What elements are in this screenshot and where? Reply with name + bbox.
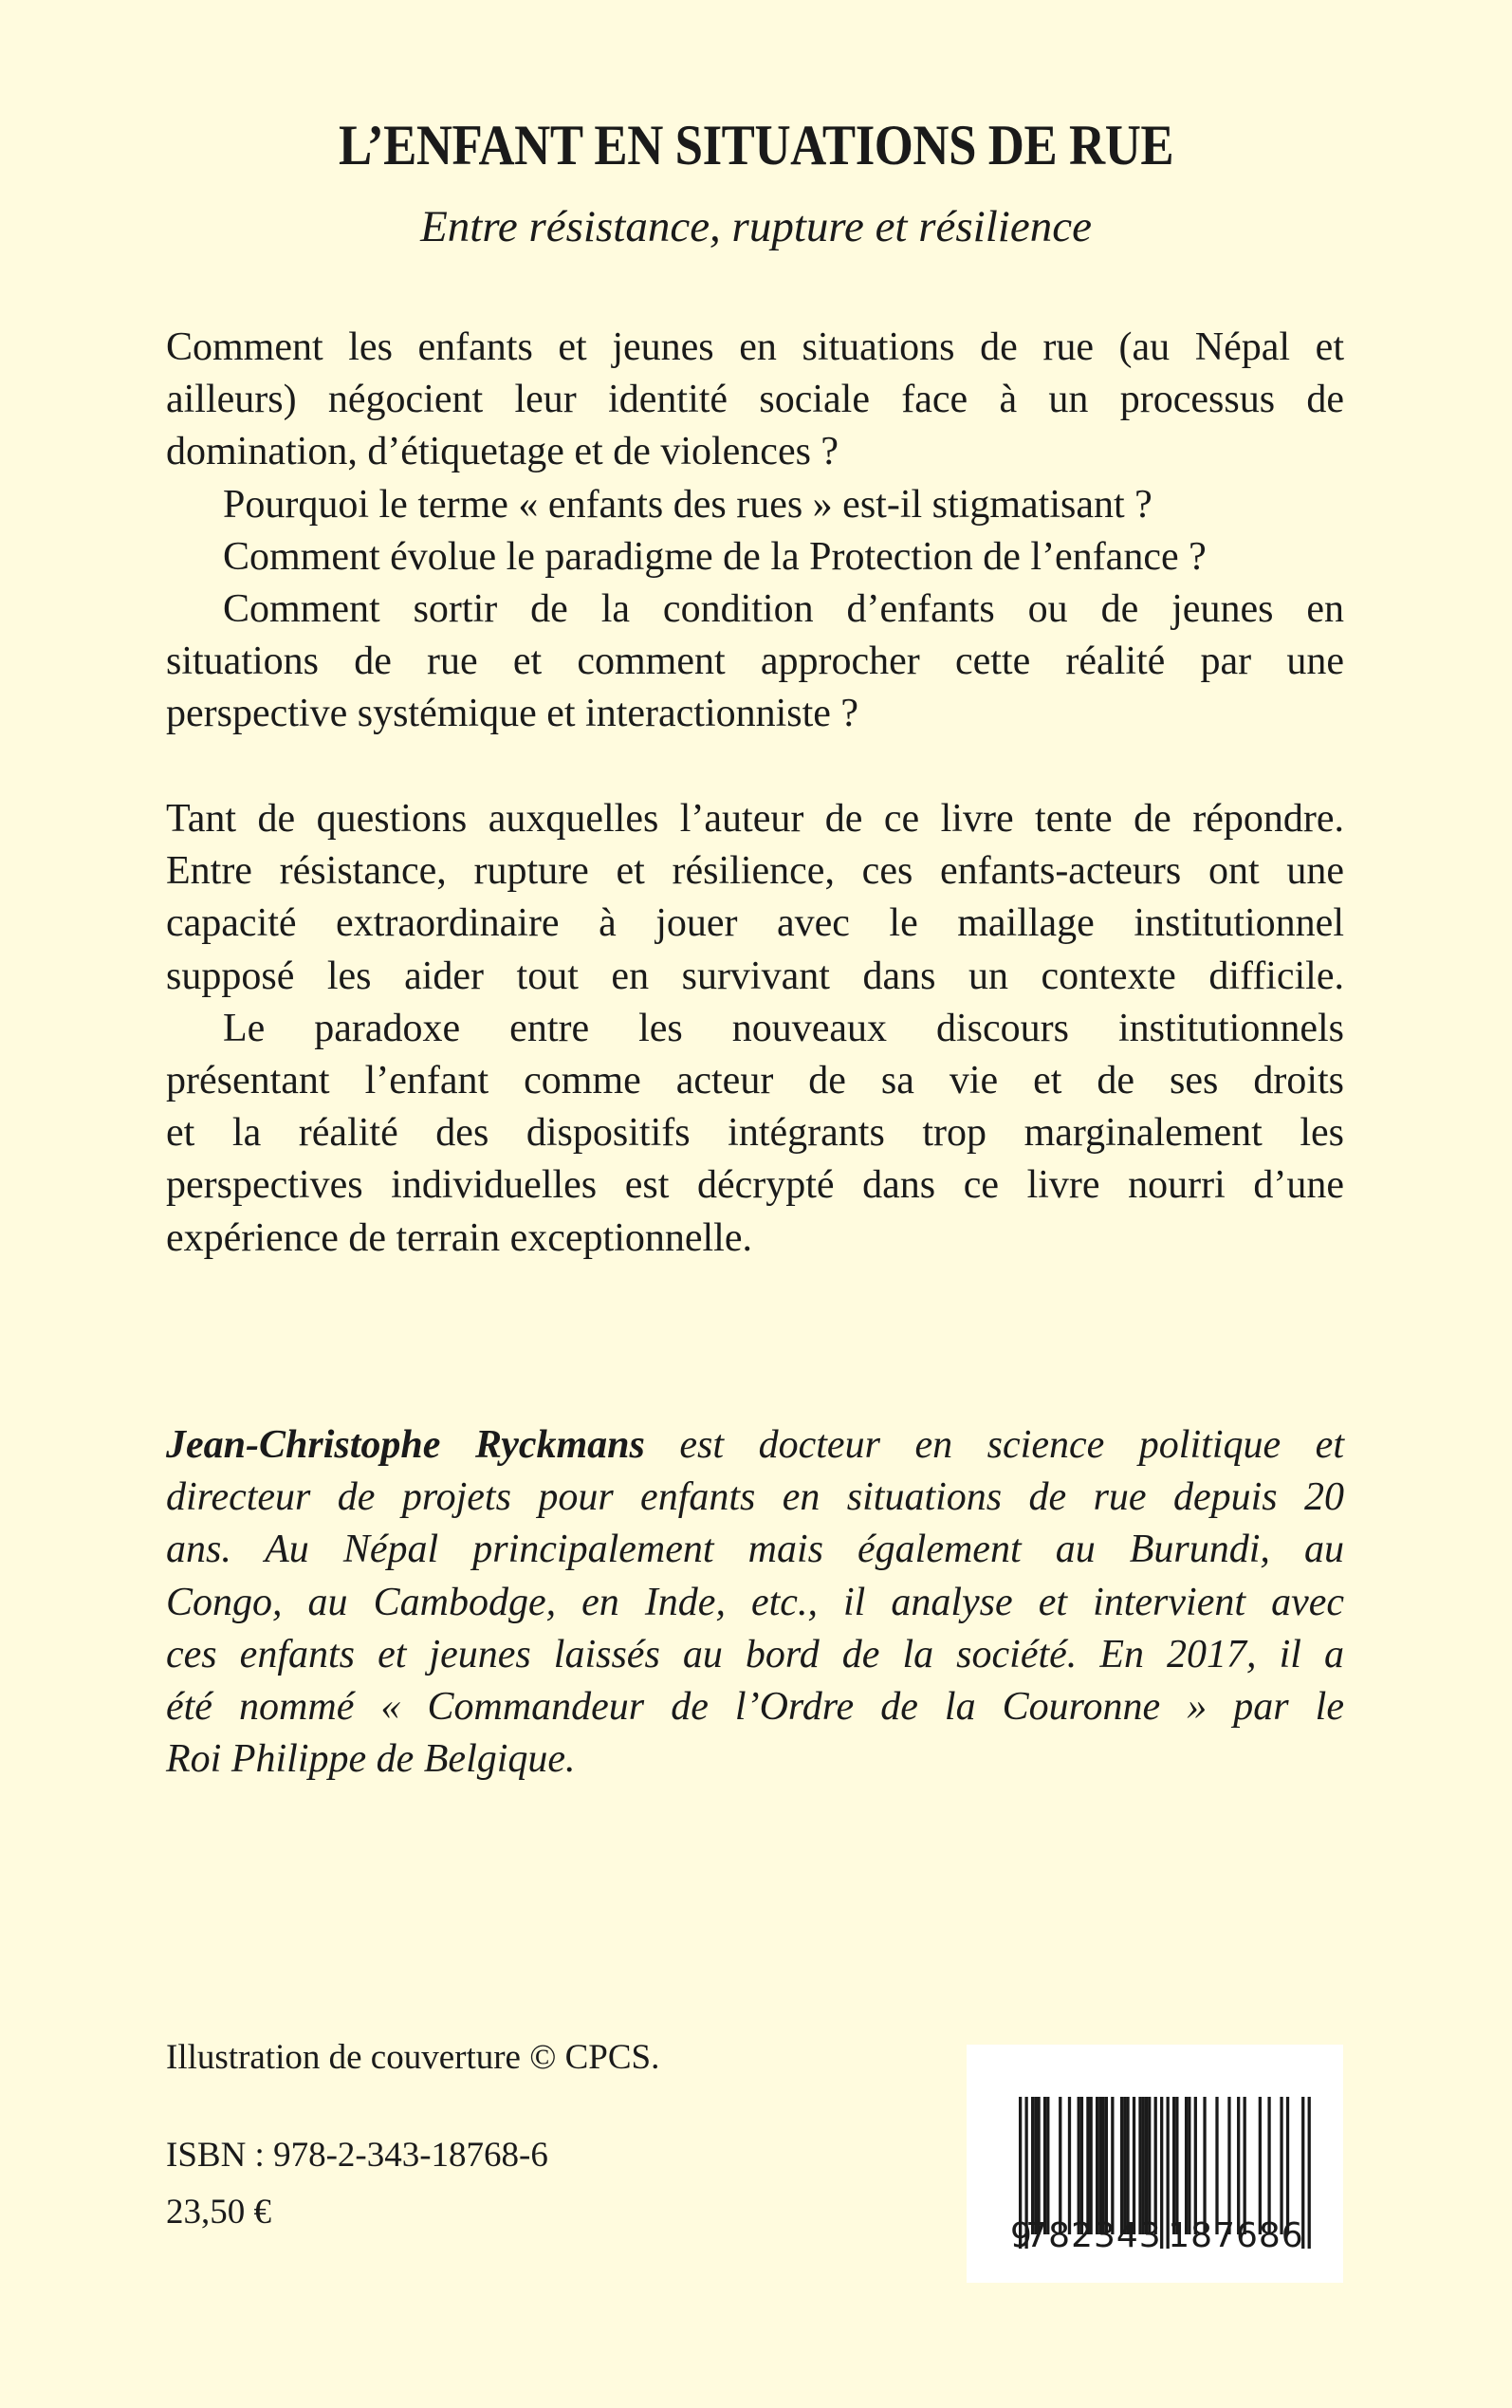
barcode-digits-right: 187686 <box>1168 2216 1304 2255</box>
text-line: Comment sortir de la condition d’enfants ou de jeunes en <box>223 586 1344 631</box>
barcode-bar <box>1043 2097 1046 2234</box>
text-line: directeur de projets pour enfants en situations de rue depuis 20 <box>166 1475 1344 1520</box>
barcode-bar <box>1101 2097 1104 2234</box>
barcode-bar <box>1215 2097 1218 2234</box>
barcode-bar <box>1096 2097 1098 2234</box>
barcode-bar <box>1244 2097 1246 2234</box>
barcode-bar <box>1133 2097 1135 2234</box>
barcode-bar <box>1068 2097 1071 2234</box>
text-line: capacité extraordinaire à jouer avec le maillage institutionnel <box>166 901 1344 946</box>
barcode-bar <box>1227 2097 1230 2234</box>
barcode-bar <box>1120 2097 1123 2234</box>
barcode-bar <box>1111 2097 1114 2234</box>
text-line: ces enfants et jeunes laissés au bord de la société. En 2017, il a <box>166 1632 1344 1676</box>
barcode-bar <box>1123 2097 1126 2234</box>
barcode-bar <box>1037 2097 1040 2234</box>
text-line: été nommé « Commandeur de l’Ordre de la Couronne » par le <box>166 1684 1344 1729</box>
author-name: Jean-Christophe Ryckmans <box>166 1423 645 1467</box>
barcode <box>967 2045 1343 2283</box>
book-title-text: L’ENFANT EN SITUATIONS DE RUE <box>338 114 1174 176</box>
barcode-bar <box>1098 2097 1101 2234</box>
author-bio <box>166 1419 1344 1786</box>
barcode-bar <box>1203 2097 1206 2234</box>
barcode-bar <box>1308 2097 1311 2249</box>
text-line: présentant l’enfant comme acteur de sa vie et de ses droits <box>166 1058 1344 1102</box>
barcode-bar <box>1267 2097 1270 2234</box>
barcode-bar <box>1138 2097 1141 2234</box>
barcode-bar <box>1280 2097 1282 2234</box>
barcode-bar <box>1188 2097 1190 2234</box>
book-title <box>0 112 1512 178</box>
barcode-bar <box>1078 2097 1080 2234</box>
book-subtitle: Entre résistance, rupture et résilience <box>420 202 1092 251</box>
paragraph-questions <box>166 322 1344 741</box>
barcode-bar <box>1126 2097 1129 2234</box>
text-line: Comment évolue le paradigme de la Protection de l’enfance ? <box>223 534 1207 579</box>
text-line: perspectives individuelles est décrypté dans ce livre nourri d’une <box>166 1163 1344 1208</box>
barcode-bar <box>1185 2097 1188 2234</box>
text-line: et la réalité des dispositifs intégrants trop marginalement les <box>166 1111 1344 1156</box>
barcode-bar <box>1031 2097 1034 2234</box>
barcode-bar <box>1237 2097 1240 2234</box>
paragraph-summary <box>166 793 1344 1265</box>
barcode-bar <box>1090 2097 1093 2234</box>
text-line: situations de rue et comment approcher cette réalité par une <box>166 639 1344 684</box>
barcode-bar <box>1142 2097 1145 2234</box>
text-line: Pourquoi le terme « enfants des rues » est-il stigmatisant ? <box>223 482 1152 527</box>
text-line: ailleurs) négocient leur identité sociale face à un processus de <box>166 378 1344 422</box>
barcode-bar <box>1086 2097 1089 2234</box>
cover-credit: Illustration de couverture © CPCS. <box>166 2038 660 2077</box>
barcode-bar <box>1175 2097 1178 2234</box>
price: 23,50 € <box>166 2193 271 2232</box>
barcode-bar <box>1080 2097 1083 2234</box>
barcode-bar <box>1105 2097 1108 2234</box>
barcode-bar <box>1194 2097 1197 2234</box>
barcode-bar <box>1286 2097 1289 2234</box>
text-line: Congo, au Cambodge, en Inde, etc., il analyse et intervient avec <box>166 1580 1344 1624</box>
barcode-bar <box>1172 2097 1175 2234</box>
text-line: Comment les enfants et jeunes en situations de rue (au Népal et <box>166 325 1344 369</box>
text-line: Entre résistance, rupture et résilience, ces enfants-acteurs ont une <box>166 849 1344 894</box>
text-line: perspective systémique et interactionniste ? <box>166 692 859 736</box>
barcode-bar <box>1046 2097 1049 2234</box>
text-span: est docteur en science politique et <box>644 1423 1344 1467</box>
barcode-bar <box>1259 2097 1262 2234</box>
barcode-bar <box>1059 2097 1061 2234</box>
barcode-bar <box>1145 2097 1148 2234</box>
text-line: ans. Au Népal principalement mais également au Burundi, au <box>166 1528 1344 1572</box>
text-line: Le paradoxe entre les nouveaux discours institutionnels <box>223 1006 1344 1050</box>
barcode-graphic <box>967 2045 1343 2283</box>
isbn: ISBN : 978-2-343-18768-6 <box>166 2136 548 2175</box>
barcode-bar <box>1154 2097 1157 2234</box>
text-line <box>166 1419 1344 1472</box>
text-line: Tant de questions auxquelles l’auteur de ce livre tente de répondre. <box>166 797 1344 841</box>
text-line: domination, d’étiquetage et de violences ? <box>166 430 839 474</box>
text-line: expérience de terrain exceptionnelle. <box>166 1215 752 1260</box>
barcode-bar <box>1148 2097 1151 2234</box>
barcode-digits-left: 782343 <box>1025 2216 1162 2255</box>
text-line: Roi Philippe de Belgique. <box>166 1737 576 1782</box>
text-line: supposé les aider tout en survivant dans un contexte difficile. <box>166 954 1344 998</box>
barcode-digit-first: 9 <box>1010 2216 1032 2255</box>
barcode-bar <box>1034 2097 1037 2234</box>
